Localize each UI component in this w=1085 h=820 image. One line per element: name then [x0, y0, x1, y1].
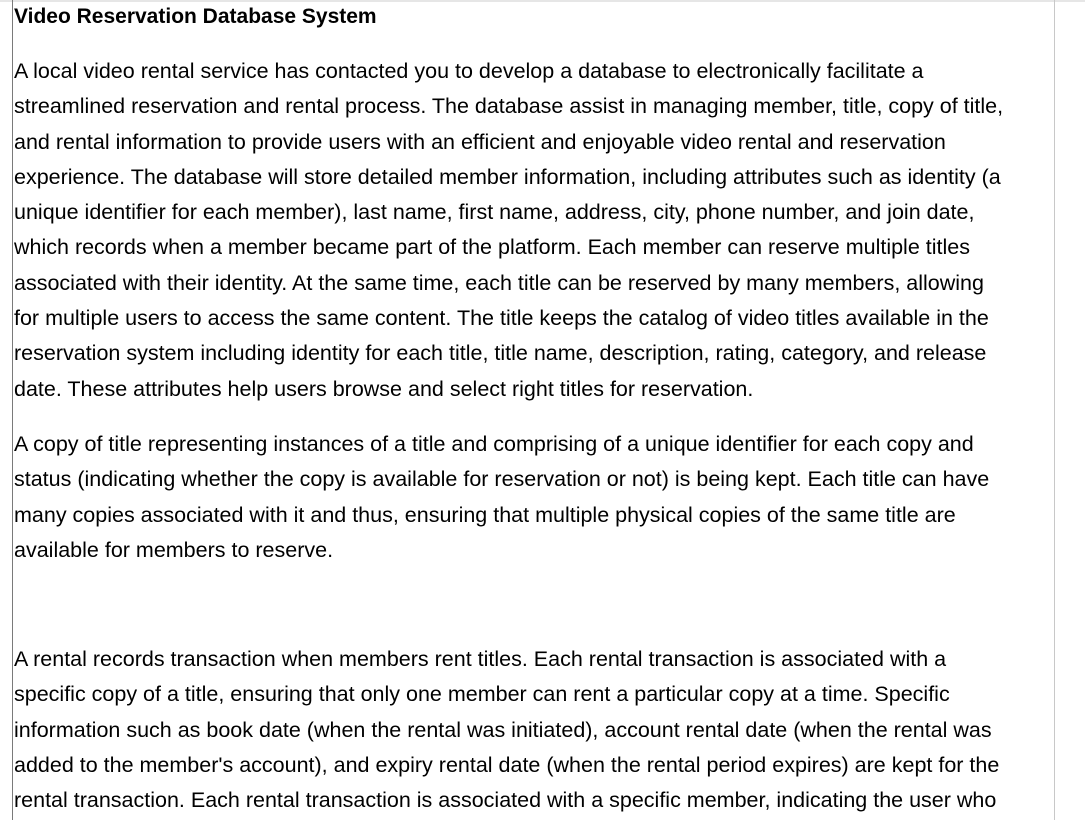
paragraph-member-and-title: [13, 54, 1054, 407]
text-line: date. These attributes help users browse and select right titles for reservation.: [14, 376, 754, 401]
paragraph-copy-of-title: [13, 427, 1054, 568]
paragraph-rental: [13, 642, 1054, 818]
text-line: rental transaction. Each rental transaction is associated with a specific member, indicating the user who: [14, 788, 997, 813]
text-line: reservation system including identity for each title, title name, description, rating, category, and release: [14, 341, 987, 366]
text-line: available for members to reserve.: [14, 537, 334, 562]
text-line: unique identifier for each member), last name, first name, address, city, phone number, and join date,: [14, 200, 975, 225]
text-line: experience. The database will store detailed member information, including attributes such as identity (a: [14, 164, 1001, 189]
text-line: information such as book date (when the rental was initiated), account rental date (when the rental was: [14, 717, 992, 742]
text-line: specific copy of a title, ensuring that only one member can rent a particular copy at a time. Specific: [14, 682, 950, 707]
text-line: added to the member's account), and expiry rental date (when the rental period expires) are kept for the: [14, 753, 1000, 778]
text-line: which records when a member became part of the platform. Each member can reserve multiple titles: [14, 235, 970, 260]
document-title: Video Reservation Database System: [14, 5, 377, 28]
text-line: for multiple users to access the same content. The title keeps the catalog of video titles available in the: [14, 306, 989, 331]
document-body: [12, 0, 1055, 820]
text-line: status (indicating whether the copy is available for reservation or not) is being kept. Each title can have: [14, 467, 990, 492]
text-line: streamlined reservation and rental process. The database assist in managing member, title, copy of title,: [14, 94, 1004, 119]
text-line: A local video rental service has contacted you to develop a database to electronically facilitate a: [14, 59, 924, 83]
text-line: many copies associated with it and thus, ensuring that multiple physical copies of the same title are: [14, 502, 956, 527]
text-line: A rental records transaction when members rent titles. Each rental transaction is associated with a: [14, 647, 947, 672]
text-line: A copy of title representing instances of a title and comprising of a unique identifier for each copy and: [14, 431, 974, 456]
text-line: associated with their identity. At the same time, each title can be reserved by many members, allowing: [14, 270, 984, 295]
text-line: and rental information to provide users with an efficient and enjoyable video rental and reservation: [14, 129, 946, 154]
